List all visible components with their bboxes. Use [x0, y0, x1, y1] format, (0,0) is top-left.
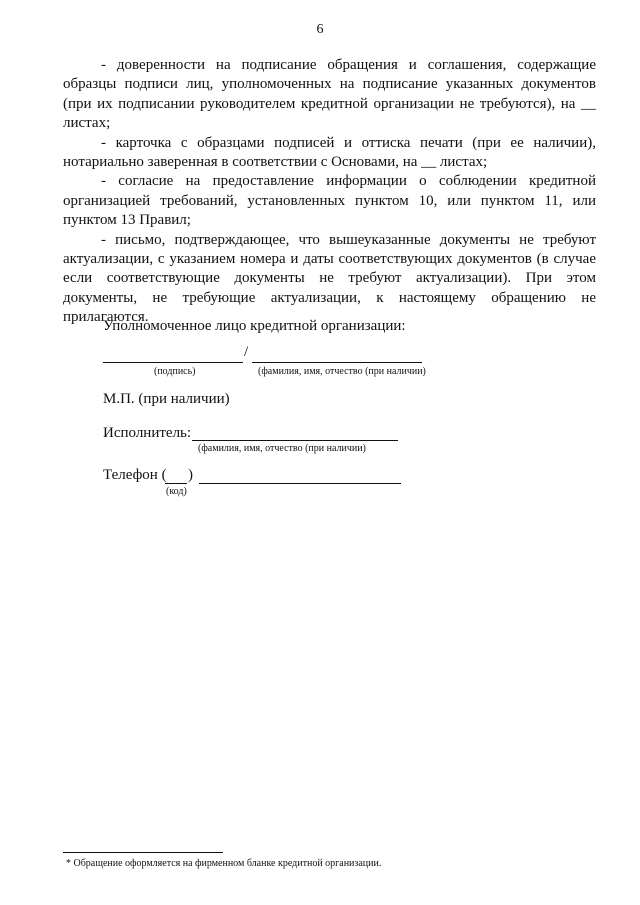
phone-number-line — [199, 483, 401, 484]
executor-line — [192, 440, 398, 441]
phone-code-line — [165, 483, 187, 484]
phone-paren-close: ) — [188, 467, 193, 483]
footnote: * Обращение оформляется на фирменном бланке кредитной организации. — [66, 858, 382, 869]
fio-caption: (фамилия, имя, отчество (при наличии) — [258, 366, 426, 377]
paragraph-signature-card: - карточка с образцами подписей и оттиска печати (при ее наличии), нотариально заверенная в соответствии с Основами, на __ листах; — [63, 134, 596, 171]
paragraph-consent: - согласие на предоставление информации о соблюдении кредитной организацией требований, установленных пунктом 10, или пунктом 11, или пунктом 13 Правил; — [63, 173, 596, 229]
authorized-person-label: Уполномоченное лицо кредитной организации: — [103, 318, 406, 334]
fio-line — [252, 362, 422, 363]
executor-caption: (фамилия, имя, отчество (при наличии) — [198, 443, 366, 454]
paragraph-confirmation-letter: - письмо, подтверждающее, что вышеуказанные документы не требуют актуализации, с указанием номера и даты соответствующих документов (в случае если соответствующие документы не требуют актуализации). При этом документы, не требующие актуализации, к настоящему обращению не прилагаются. — [63, 231, 596, 326]
signature-caption: (подпись) — [154, 366, 196, 377]
stamp-label: М.П. (при наличии) — [103, 391, 230, 407]
phone-label: Телефон ( — [103, 467, 167, 483]
page-number: 6 — [316, 22, 324, 37]
phone-code-caption: (код) — [166, 486, 187, 497]
body-text — [63, 56, 596, 328]
executor-label: Исполнитель: — [103, 425, 192, 441]
signature-line — [103, 362, 243, 363]
paragraph-power-of-attorney: - доверенности на подписание обращения и соглашения, содержащие образцы подписи лиц, уполномоченных на подписание указанных документов (при их подписании руководителем кредитной организации не требуются), на __ листах; — [63, 57, 596, 132]
signature-slash: / — [244, 344, 249, 360]
footnote-rule — [63, 852, 223, 853]
